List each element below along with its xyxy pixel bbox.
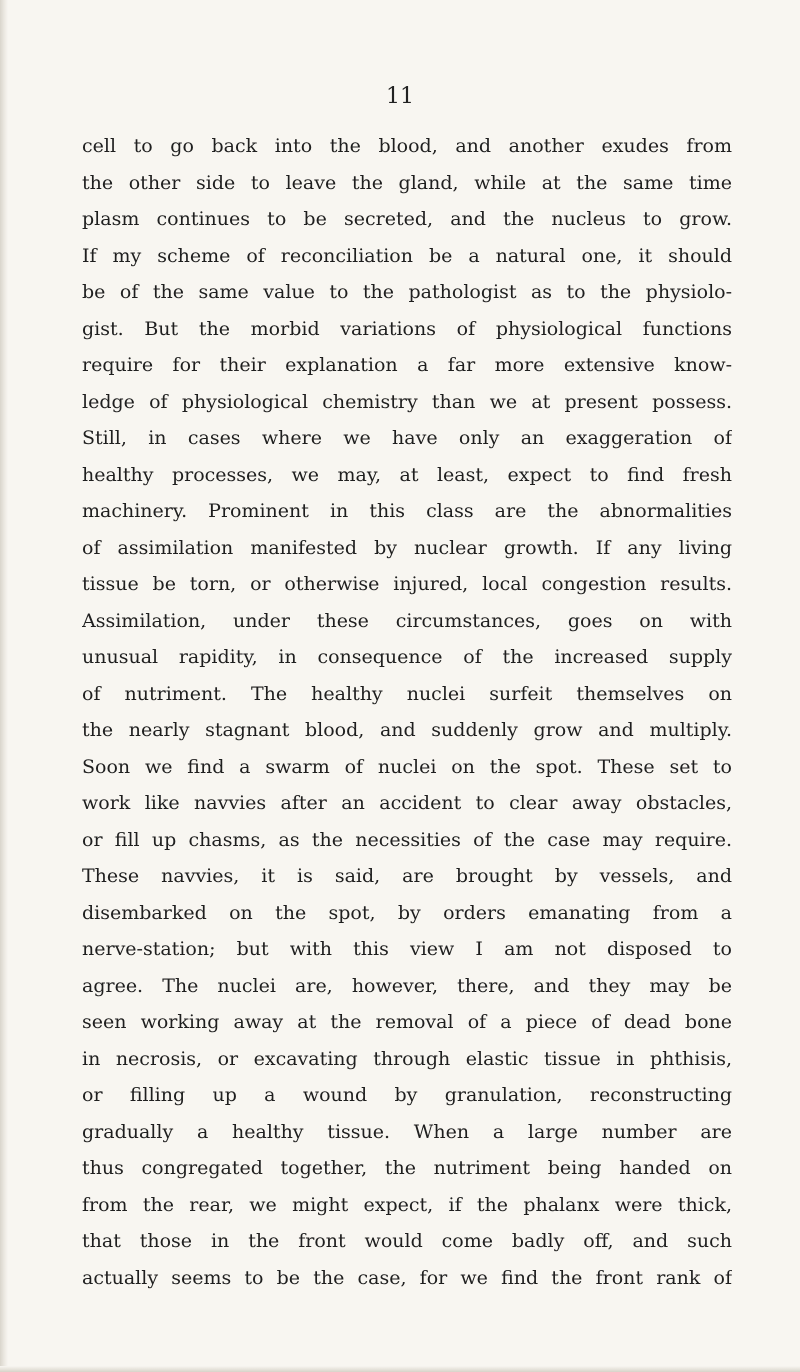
text-line: seen working away at the removal of a piece of dead bone xyxy=(82,1011,732,1033)
text-line: machinery. Prominent in this class are the abnormalities xyxy=(82,500,732,522)
text-line: gist. But the morbid variations of physiological functions xyxy=(82,317,732,340)
text-line: tissue be torn, or otherwise injured, local congestion results. xyxy=(82,573,732,595)
text-line: require for their explanation a far more extensive know- xyxy=(82,354,732,376)
text-line: gradually a healthy tissue. When a large number are xyxy=(82,1120,732,1143)
text-line: Soon we find a swarm of nuclei on the spot. These set to xyxy=(82,755,732,778)
page-bottom-edge xyxy=(0,1366,800,1372)
text-line: or filling up a wound by granulation, reconstructing xyxy=(82,1084,732,1106)
text-line: disembarked on the spot, by orders emanating from a xyxy=(82,901,732,924)
text-line: or fill up chasms, as the necessities of the case may require. xyxy=(82,828,732,851)
text-line: the nearly stagnant blood, and suddenly grow and multiply. xyxy=(82,719,732,741)
text-line: plasm continues to be secreted, and the nucleus to grow. xyxy=(82,208,732,230)
page-binding-edge xyxy=(0,0,8,1372)
text-line: healthy processes, we may, at least, expect to find fresh xyxy=(82,463,732,486)
text-line: unusual rapidity, in consequence of the increased supply xyxy=(82,646,732,668)
text-line: that those in the front would come badly off, and such xyxy=(82,1230,732,1252)
body-text xyxy=(82,128,732,1296)
text-line: If my scheme of reconciliation be a natural one, it should xyxy=(82,244,732,267)
text-line: These navvies, it is said, are brought by vessels, and xyxy=(82,865,732,887)
text-line: the other side to leave the gland, while at the same time xyxy=(82,171,732,194)
text-line: Assimilation, under these circumstances, goes on with xyxy=(82,609,732,632)
text-line: work like navvies after an accident to clear away obstacles, xyxy=(82,792,732,814)
text-line: from the rear, we might expect, if the phalanx were thick, xyxy=(82,1193,732,1216)
text-line: of nutriment. The healthy nuclei surfeit themselves on xyxy=(82,682,732,705)
text-line: in necrosis, or excavating through elastic tissue in phthisis, xyxy=(82,1047,732,1070)
text-line: ledge of physiological chemistry than we at present possess. xyxy=(82,390,732,413)
text-line: thus congregated together, the nutriment being handed on xyxy=(82,1157,732,1179)
text-line: cell to go back into the blood, and another exudes from xyxy=(82,135,732,157)
text-line: actually seems to be the case, for we find the front rank of xyxy=(82,1266,732,1289)
page-number: 11 xyxy=(386,84,414,109)
text-line: be of the same value to the pathologist as to the physiolo- xyxy=(82,281,732,303)
text-line: of assimilation manifested by nuclear growth. If any living xyxy=(82,536,732,559)
text-line: agree. The nuclei are, however, there, and they may be xyxy=(82,974,732,997)
text-line: nerve-station; but with this view I am not disposed to xyxy=(82,938,732,960)
text-line: Still, in cases where we have only an exaggeration of xyxy=(82,427,732,449)
